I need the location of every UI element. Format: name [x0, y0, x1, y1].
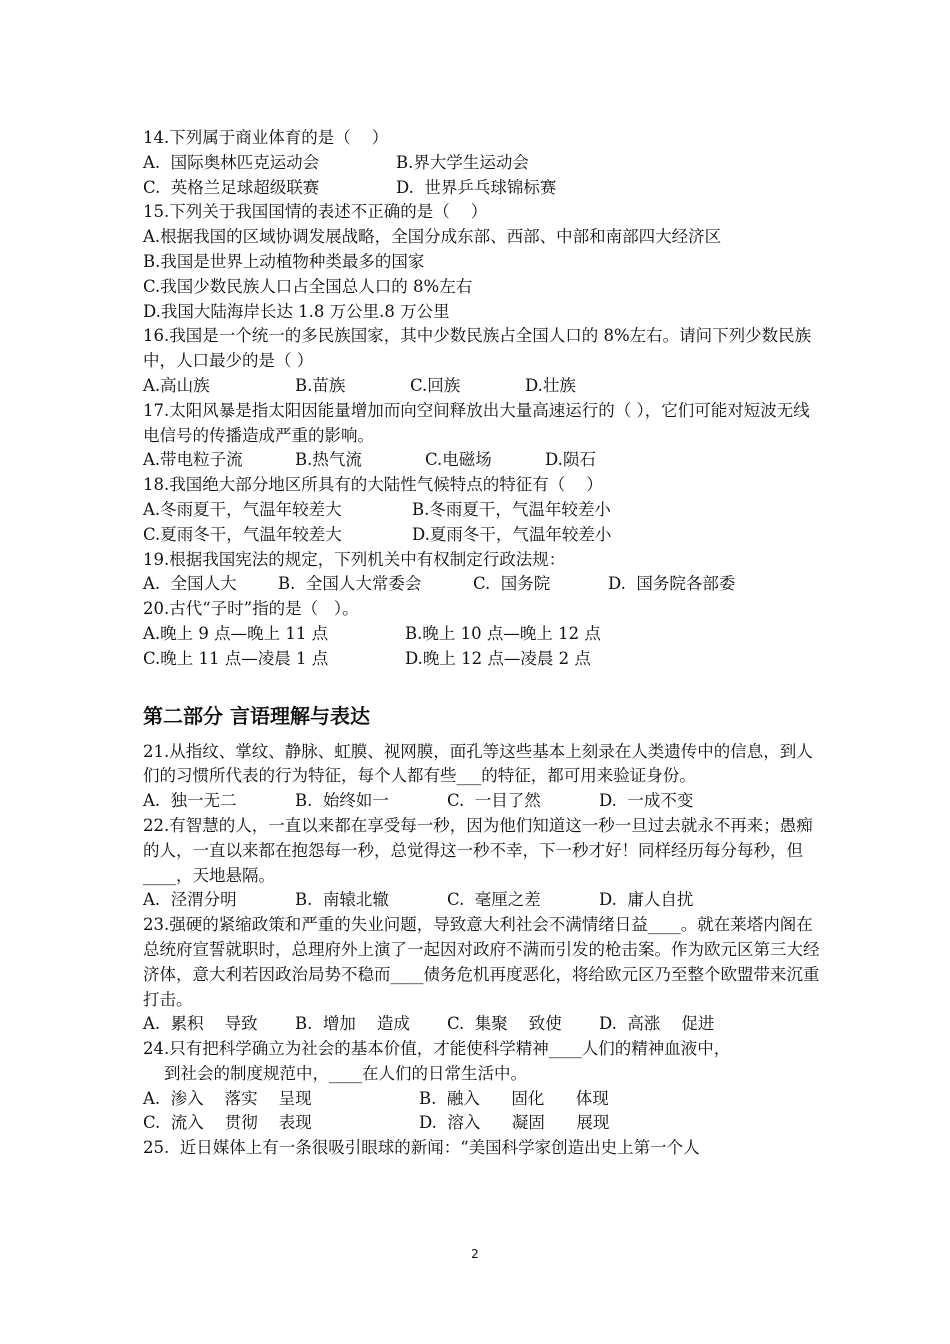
question-20-option-d: D.晚上 12 点—凌晨 2 点 [405, 648, 591, 668]
question-20-options-row-1 [143, 622, 823, 647]
question-21-option-c: C. 一目了然 [447, 791, 541, 811]
question-22-option-a: A. 泾渭分明 [143, 890, 237, 910]
question-16-option-d: D.壮族 [525, 375, 576, 395]
question-24-option-b: B. 融入 固化 体现 [419, 1088, 609, 1108]
question-16-options [143, 374, 823, 399]
question-15-option-a: A.根据我国的区域协调发展战略，全国分成东部、西部、中部和南部四大经济区 [143, 227, 722, 247]
question-22-options [143, 888, 823, 913]
question-15-option-d: D.我国大陆海岸长达 1.8 万公里.8 万公里 [143, 301, 450, 321]
question-19-stem: 19.根据我国宪法的规定，下列机关中有权制定行政法规： [143, 549, 566, 569]
question-17-option-a: A.带电粒子流 [143, 450, 243, 470]
question-21-option-d: D. 一成不变 [599, 791, 694, 811]
question-23-option-b: B. 增加 造成 [295, 1014, 410, 1034]
question-19-options [143, 572, 823, 597]
question-19-option-a: A. 全国人大 [143, 574, 237, 594]
question-24-options-row-1 [143, 1087, 823, 1112]
question-20-option-b: B.晚上 10 点—晚上 12 点 [405, 623, 601, 643]
question-16-option-b: B.苗族 [295, 375, 346, 395]
question-21-option-b: B. 始终如一 [295, 791, 389, 811]
question-15-option-c: C.我国少数民族人口占全国总人口的 8%左右 [143, 276, 473, 296]
question-21-stem: 21.从指纹、掌纹、静脉、虹膜、视网膜，面孔等这些基本上刻录在人类遗传中的信息，到人们的习惯所代表的行为特征，每个人都有些___的特征，都可用来验证身份。 [143, 741, 813, 786]
question-18-stem: 18.我国绝大部分地区所具有的大陆性气候特点的特征有（ ） [143, 475, 603, 495]
question-17-option-d: D.陨石 [545, 450, 596, 470]
question-14-option-c: C. 英格兰足球超级联赛 [143, 177, 320, 197]
question-22-option-b: B. 南辕北辙 [295, 890, 389, 910]
question-23-option-d: D. 高涨 促进 [599, 1014, 715, 1034]
question-19-option-d: D. 国务院各部委 [608, 574, 736, 594]
question-17-option-c: C.电磁场 [425, 450, 492, 470]
question-18-option-d: D.夏雨冬干，气温年较差小 [412, 524, 612, 544]
question-24-options-row-2 [143, 1111, 823, 1136]
question-17-options [143, 448, 823, 473]
question-16-option-c: C.回族 [410, 375, 461, 395]
question-20-stem: 20.古代“子时”指的是（ ）。 [143, 599, 359, 619]
question-20-option-c: C.晚上 11 点—凌晨 1 点 [143, 648, 329, 668]
question-21-options [143, 789, 823, 814]
question-14-stem: 14.下列属于商业体育的是（ ） [143, 128, 389, 147]
question-24-option-a: A. 渗入 落实 呈现 [143, 1088, 312, 1108]
page-content [143, 126, 823, 1161]
section-heading: 第二部分 言语理解与表达 [143, 703, 370, 728]
question-18-option-c: C.夏雨冬干，气温年较差大 [143, 524, 342, 544]
question-20-options-row-2 [143, 647, 823, 672]
question-18-options-row-1 [143, 498, 823, 523]
question-24-stem-line-1: 24.只有把科学确立为社会的基本价值，才能使科学精神____人们的精神血液中， [143, 1039, 731, 1059]
question-18-option-b: B.冬雨夏干，气温年较差小 [412, 499, 611, 519]
question-15-stem: 15.下列关于我国国情的表述不正确的是（ ） [143, 202, 488, 222]
question-22-option-d: D. 庸人自扰 [599, 890, 694, 910]
question-17-option-b: B.热气流 [295, 450, 362, 470]
question-16-option-a: A.高山族 [143, 375, 210, 395]
question-22-option-c: C. 毫厘之差 [447, 890, 541, 910]
question-14-options-row-2 [143, 176, 823, 201]
question-17-stem: 17.太阳风暴是指太阳因能量增加而向空间释放出大量高速运行的（ ），它们可能对短波无线电信号的传播造成严重的影响。 [143, 400, 810, 445]
question-25-stem: 25. 近日媒体上有一条很吸引眼球的新闻：“美国科学家创造出史上第一个人 [143, 1138, 700, 1158]
question-23-options [143, 1012, 823, 1037]
question-14-option-b: B.界大学生运动会 [396, 152, 529, 172]
question-18-option-a: A.冬雨夏干，气温年较差大 [143, 499, 342, 519]
question-14-option-a: A. 国际奥林匹克运动会 [143, 152, 320, 172]
question-14-option-d: D. 世界乒乓球锦标赛 [396, 177, 557, 197]
question-24-stem-line-2: 到社会的制度规范中，____在人们的日常生活中。 [143, 1063, 527, 1083]
question-20-option-a: A.晚上 9 点—晚上 11 点 [143, 623, 329, 643]
question-22-stem: 22.有智慧的人，一直以来都在享受每一秒，因为他们知道这一秒一旦过去就永不再来；愚痴的人，一直以来都在抱怨每一秒，总觉得这一秒不幸，下一秒才好！同样经历每分每秒，但____，天地悬隔。 [143, 815, 813, 885]
question-21-option-a: A. 独一无二 [143, 791, 237, 811]
question-24-option-d: D. 溶入 凝固 展现 [419, 1113, 610, 1133]
question-16-stem: 16.我国是一个统一的多民族国家，其中少数民族占全国人口的 8%左右。请问下列少数民族中，人口最少的是（ ） [143, 326, 812, 371]
question-23-stem: 23.强硬的紧缩政策和严重的失业问题，导致意大利社会不满情绪日益____。就在莱塔内阁在总统府宣誓就职时，总理府外上演了一起因对政府不满而引发的枪击案。作为欧元区第三大经济体，意大利若因政治局势不稳而____债务危机再度恶化，将给欧元区乃至整个欧盟带来沉重打击。 [143, 915, 820, 1009]
question-18-options-row-2 [143, 523, 823, 548]
question-19-option-c: C. 国务院 [473, 574, 551, 594]
page-number: 2 [471, 1247, 479, 1261]
question-23-option-a: A. 累积 导致 [143, 1014, 258, 1034]
question-23-option-c: C. 集聚 致使 [447, 1014, 562, 1034]
question-24-option-c: C. 流入 贯彻 表现 [143, 1113, 312, 1133]
question-15-option-b: B.我国是世界上动植物种类最多的国家 [143, 251, 425, 271]
question-19-option-b: B. 全国人大常委会 [278, 574, 422, 594]
question-14-options-row-1 [143, 151, 823, 176]
